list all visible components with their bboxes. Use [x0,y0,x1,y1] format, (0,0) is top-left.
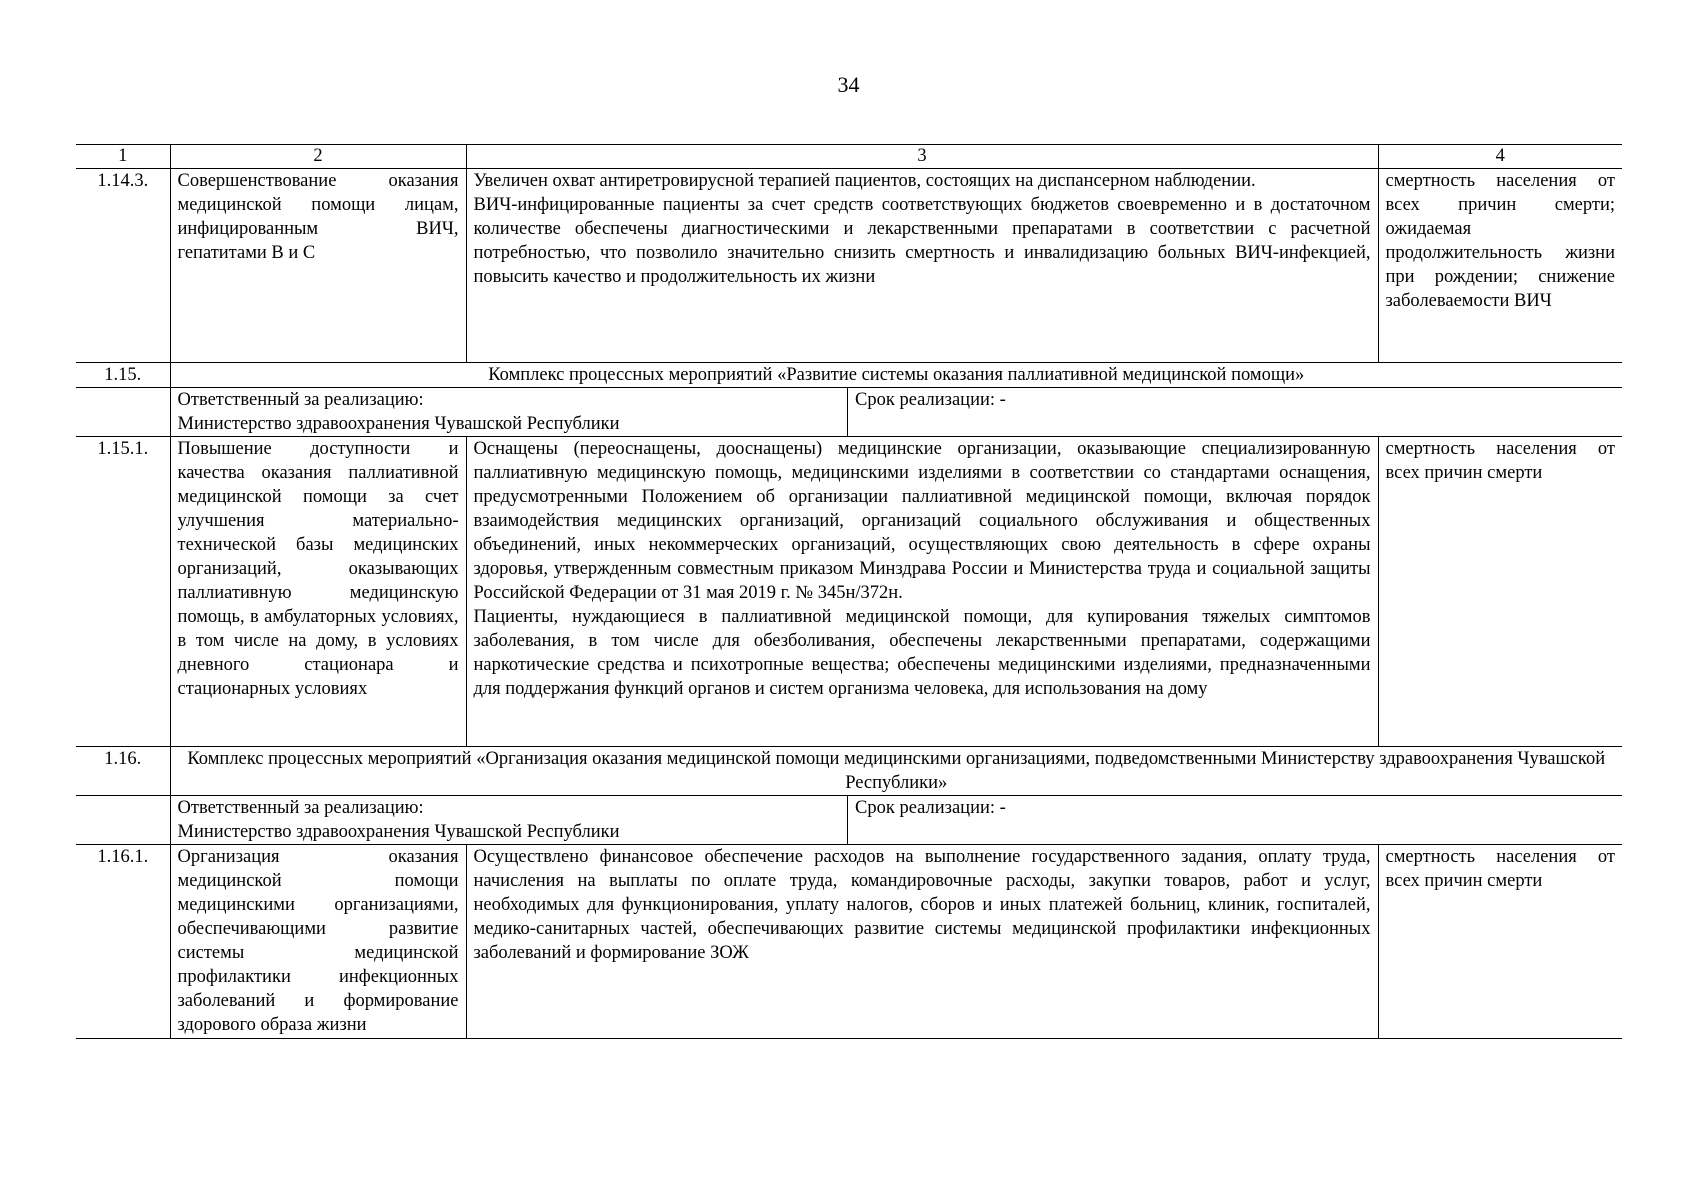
result-paragraph: Оснащены (переоснащены, дооснащены) медицинские организации, оказывающие специализированную паллиативную медицинскую помощь, медицинскими изделиями в соответствии со стандартами оснащения, предусмотренными Положением об организации паллиативной медицинской помощи, включая порядок взаимодействия медицинских организаций, организаций социального обслуживания и общественных объединений, иных некоммерческих организаций, осуществляющих свою деятельность в сфере охраны здоровья, утвержденным совместным приказом Минздрава России и Министерства труда и социальной защиты Российской Федерации от 31 мая 2019 г. № 345н/372н. [473,439,1371,603]
table-row [76,845,1622,1039]
row-number: 1.14.3. [76,169,170,363]
section-title: Комплекс процессных мероприятий «Развитие системы оказания паллиативной медицинской помощи» [170,363,1622,388]
section-number: 1.15. [76,363,170,388]
row-number: 1.16.1. [76,845,170,1039]
section-row [76,363,1622,388]
measure-result [466,169,1378,363]
term-cell [848,388,1379,436]
measure-name: Совершенствование оказания медицинской помощи лицам, инфицированным ВИЧ, гепатитами В и С [170,169,466,363]
column-number-3: 3 [466,145,1378,169]
responsible-label: Ответственный за реализацию: [177,798,424,818]
indicators: смертность населения от всех причин смерти; ожидаемая продолжительность жизни при рождении; снижение заболеваемости ВИЧ [1378,169,1622,363]
responsible-cell [171,388,848,436]
result-paragraph: Увеличен охват антиретровирусной терапией пациентов, состоящих на диспансерном наблюдении. [473,171,1256,191]
responsible-row [76,796,1622,845]
responsible-value: Министерство здравоохранения Чувашской Республики [177,414,620,434]
responsible-cell [171,796,848,844]
indicators: смертность населения от всех причин смерти [1378,845,1622,1039]
row-number: 1.15.1. [76,437,170,747]
measures-table [76,144,1622,1039]
indicators: смертность населения от всех причин смерти [1378,437,1622,747]
term-cell [848,796,1379,844]
measure-result [466,437,1378,747]
section-number: 1.16. [76,747,170,796]
section-row [76,747,1622,796]
measure-name: Повышение доступности и качества оказания паллиативной медицинской помощи за счет улучшения материально-технической базы медицинских организаций, оказывающих паллиативную медицинскую помощь, в амбулаторных условиях, в том числе на дому, в условиях дневного стационара и стационарных условиях [170,437,466,747]
result-paragraph: ВИЧ-инфицированные пациенты за счет средств соответствующих бюджетов своевременно и в достаточном количестве обеспечены диагностическими и лекарственными препаратами в соответствии с расчетной потребностью, что позволило значительно снизить смертность и инвалидизацию больных ВИЧ-инфекцией, повысить качество и продолжительность их жизни [473,195,1371,287]
term-label: Срок реализации: - [855,798,1006,818]
measure-name: Организация оказания медицинской помощи медицинскими организациями, обеспечивающими развитие системы медицинской профилактики инфекционных заболеваний и формирование здорового образа жизни [170,845,466,1039]
page-number: 34 [837,72,860,97]
section-title: Комплекс процессных мероприятий «Организация оказания медицинской помощи медицинскими организациями, подведомственными Министерству здравоохранения Чувашской Республики» [170,747,1622,796]
column-number-1: 1 [76,145,170,169]
table-row [76,437,1622,747]
measure-result: Осуществлено финансовое обеспечение расходов на выполнение государственного задания, оплату труда, начисления на выплаты по оплате труда, командировочные расходы, закупки товаров, работ и услуг, необходимых для функционирования, уплату налогов, сборов и иных платежей больниц, клиник, госпиталей, медико-санитарных частей, обеспечивающих развитие системы медицинской профилактики инфекционных заболеваний и формирование ЗОЖ [466,845,1378,1039]
responsible-label: Ответственный за реализацию: [177,390,424,410]
responsible-row [76,388,1622,437]
table-row [76,169,1622,363]
responsible-value: Министерство здравоохранения Чувашской Республики [177,822,620,842]
column-number-4: 4 [1378,145,1622,169]
column-number-row [76,145,1622,169]
term-label: Срок реализации: - [855,390,1006,410]
result-paragraph: Пациенты, нуждающиеся в паллиативной медицинской помощи, для купирования тяжелых симптомов заболевания, в том числе для обезболивания, обеспечены лекарственными препаратами, содержащими наркотические средства и психотропные вещества; обеспечены медицинскими изделиями, предназначенными для поддержания функций органов и систем организма человека, для использования на дому [473,607,1371,699]
column-number-2: 2 [170,145,466,169]
